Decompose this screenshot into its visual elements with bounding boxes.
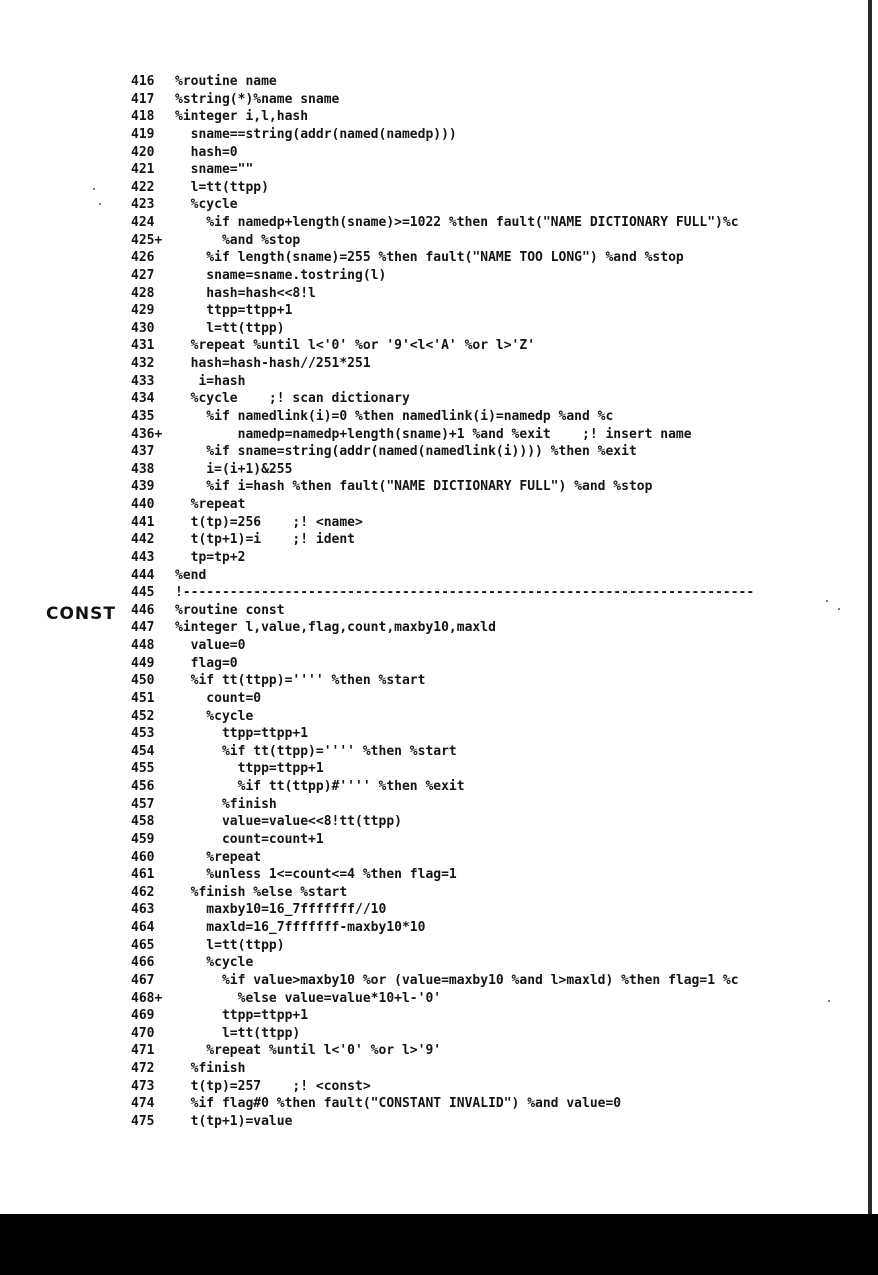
code-text: %if tt(ttpp)='''' %then %start xyxy=(175,743,457,759)
scan-speck xyxy=(93,188,95,190)
code-text: hash=hash-hash//251*251 xyxy=(175,356,371,371)
code-text: count=count+1 xyxy=(175,831,324,847)
code-text: l=tt(ttpp) xyxy=(175,1025,301,1041)
code-text: ttpp=ttpp+1 xyxy=(175,1008,309,1024)
line-number: 448 xyxy=(131,638,155,653)
code-line xyxy=(131,249,754,267)
code-listing xyxy=(131,73,754,1131)
code-line xyxy=(131,813,754,831)
line-number: 471 xyxy=(131,1043,155,1059)
code-line xyxy=(131,954,754,972)
line-number: 427 xyxy=(131,267,155,283)
code-text: %if flag#0 %then fault("CONSTANT INVALID") %and value=0 xyxy=(175,1096,622,1112)
line-number: 474 xyxy=(131,1096,155,1112)
code-line xyxy=(131,302,754,320)
code-line xyxy=(131,355,754,373)
code-line xyxy=(131,884,754,902)
line-number: 454 xyxy=(131,743,155,759)
code-text: value=value<<8!tt(ttpp) xyxy=(175,814,402,830)
code-text: %if length(sname)=255 %then fault("NAME TOO LONG") %and %stop xyxy=(175,250,684,266)
code-text: count=0 xyxy=(175,690,262,706)
code-line xyxy=(131,1007,754,1025)
code-line xyxy=(131,337,754,355)
line-number: 464 xyxy=(131,920,155,935)
line-number: 435 xyxy=(131,408,155,424)
code-line xyxy=(131,549,754,567)
line-number: 422 xyxy=(131,179,155,195)
code-line xyxy=(131,937,754,955)
code-line xyxy=(131,672,754,690)
code-line xyxy=(131,443,754,461)
code-text: %string(*)%name sname xyxy=(175,91,340,107)
code-line xyxy=(131,849,754,867)
code-text: sname=sname.tostring(l) xyxy=(175,267,387,283)
code-line xyxy=(131,320,754,338)
code-text: sname==string(addr(named(namedp))) xyxy=(175,126,457,142)
code-line xyxy=(131,690,754,708)
line-number: 423 xyxy=(131,197,155,213)
line-number: 453 xyxy=(131,726,155,742)
line-number: 463 xyxy=(131,902,155,918)
code-text: %finish xyxy=(175,796,277,812)
code-line xyxy=(131,796,754,814)
code-text: ttpp=ttpp+1 xyxy=(175,303,293,319)
scan-speck xyxy=(99,203,101,205)
line-number: 456 xyxy=(131,779,155,794)
code-text: t(tp+1)=i ;! ident xyxy=(175,532,356,548)
code-line xyxy=(131,1042,754,1060)
code-line xyxy=(131,179,754,197)
code-text: tp=tp+2 xyxy=(175,549,246,565)
code-line xyxy=(131,990,754,1008)
code-text: l=tt(ttpp) xyxy=(175,179,269,195)
line-number: 443 xyxy=(131,549,155,565)
code-line xyxy=(131,285,754,303)
line-number: 445 xyxy=(131,585,155,601)
line-number: 469 xyxy=(131,1008,155,1024)
line-number: 436+ xyxy=(131,426,163,442)
line-number: 428 xyxy=(131,285,155,301)
line-number: 425+ xyxy=(131,232,163,248)
code-line xyxy=(131,91,754,109)
code-text: i=(i+1)&255 xyxy=(175,461,293,477)
code-text: %finish %else %start xyxy=(175,884,348,900)
code-line xyxy=(131,1025,754,1043)
code-line xyxy=(131,655,754,673)
line-number: 462 xyxy=(131,884,155,900)
code-text: !------------------------------------------------------------------------- xyxy=(175,585,755,601)
code-text: %repeat xyxy=(175,849,262,865)
code-text: t(tp+1)=value xyxy=(175,1113,293,1129)
code-line xyxy=(131,778,754,796)
line-number: 468+ xyxy=(131,990,163,1006)
code-line xyxy=(131,972,754,990)
line-number: 437 xyxy=(131,444,155,460)
line-number: 475 xyxy=(131,1113,155,1129)
code-line xyxy=(131,919,754,937)
code-text: hash=0 xyxy=(175,144,238,160)
code-text: hash=hash<<8!l xyxy=(175,285,316,301)
line-number: 429 xyxy=(131,303,155,319)
code-line xyxy=(131,126,754,144)
code-line xyxy=(131,373,754,391)
line-number: 433 xyxy=(131,373,155,389)
line-number: 441 xyxy=(131,514,155,530)
line-number: 420 xyxy=(131,144,155,160)
code-text: maxld=16_7fffffff-maxby10*10 xyxy=(175,920,426,935)
code-text: flag=0 xyxy=(175,655,238,671)
code-text: %routine const xyxy=(175,602,285,618)
code-line xyxy=(131,73,754,91)
line-number: 465 xyxy=(131,937,155,953)
line-number: 434 xyxy=(131,391,155,407)
code-line xyxy=(131,196,754,214)
line-number: 449 xyxy=(131,655,155,671)
line-number: 459 xyxy=(131,831,155,847)
line-number: 446 xyxy=(131,602,155,618)
code-line xyxy=(131,214,754,232)
code-line xyxy=(131,831,754,849)
line-number: 439 xyxy=(131,479,155,495)
code-text: %repeat %until l<'0' %or '9'<l<'A' %or l>'Z' xyxy=(175,338,536,354)
line-number: 431 xyxy=(131,338,155,354)
code-text: ttpp=ttpp+1 xyxy=(175,761,324,777)
code-text: %cycle xyxy=(175,197,238,213)
line-number: 455 xyxy=(131,761,155,777)
code-line xyxy=(131,866,754,884)
code-text: %cycle xyxy=(175,708,254,724)
line-number: 430 xyxy=(131,320,155,336)
handwritten-margin-note: CONST xyxy=(46,604,116,624)
line-number: 467 xyxy=(131,972,155,988)
code-text: i=hash xyxy=(175,373,246,389)
line-number: 417 xyxy=(131,91,155,107)
code-line xyxy=(131,743,754,761)
code-line xyxy=(131,531,754,549)
code-text: %if sname=string(addr(named(namedlink(i)))) %then %exit xyxy=(175,444,637,460)
code-text: %integer l,value,flag,count,maxby10,maxld xyxy=(175,620,496,636)
code-text: maxby10=16_7fffffff//10 xyxy=(175,902,387,918)
code-text: %and %stop xyxy=(175,232,301,248)
code-line xyxy=(131,1078,754,1096)
code-text: %if namedlink(i)=0 %then namedlink(i)=namedp %and %c xyxy=(175,408,614,424)
code-line xyxy=(131,708,754,726)
code-text: %finish xyxy=(175,1061,246,1076)
line-number: 442 xyxy=(131,532,155,548)
line-number: 451 xyxy=(131,690,155,706)
code-line xyxy=(131,478,754,496)
code-line xyxy=(131,161,754,179)
code-line xyxy=(131,619,754,637)
code-line xyxy=(131,584,754,602)
code-text: %routine name xyxy=(175,74,277,89)
code-text: %cycle xyxy=(175,955,254,971)
line-number: 461 xyxy=(131,867,155,883)
code-text: %if tt(ttpp)='''' %then %start xyxy=(175,673,426,689)
line-number: 466 xyxy=(131,955,155,971)
code-text: %cycle ;! scan dictionary xyxy=(175,391,410,407)
code-line xyxy=(131,901,754,919)
code-text: sname="" xyxy=(175,162,254,178)
code-text: l=tt(ttpp) xyxy=(175,937,285,953)
code-line xyxy=(131,426,754,444)
scan-speck xyxy=(828,1000,830,1002)
code-line xyxy=(131,390,754,408)
line-number: 458 xyxy=(131,814,155,830)
line-number: 421 xyxy=(131,162,155,178)
code-line xyxy=(131,760,754,778)
code-text: %end xyxy=(175,567,207,583)
code-line xyxy=(131,144,754,162)
code-line xyxy=(131,1113,754,1131)
code-text: %integer i,l,hash xyxy=(175,109,309,125)
line-number: 444 xyxy=(131,567,155,583)
line-number: 473 xyxy=(131,1078,155,1094)
code-line xyxy=(131,602,754,620)
code-line xyxy=(131,496,754,514)
code-text: %repeat %until l<'0' %or l>'9' xyxy=(175,1043,442,1059)
code-text: %if namedp+length(sname)>=1022 %then fault("NAME DICTIONARY FULL")%c xyxy=(175,215,739,230)
code-text: %if tt(ttpp)#'''' %then %exit xyxy=(175,779,465,794)
line-number: 452 xyxy=(131,708,155,724)
line-number: 472 xyxy=(131,1061,155,1076)
code-line xyxy=(131,637,754,655)
code-text: ttpp=ttpp+1 xyxy=(175,726,309,742)
code-text: l=tt(ttpp) xyxy=(175,320,285,336)
scan-border xyxy=(0,1214,878,1275)
scan-speck xyxy=(838,608,840,610)
line-number: 426 xyxy=(131,250,155,266)
code-text: t(tp)=257 ;! <const> xyxy=(175,1078,371,1094)
line-number: 416 xyxy=(131,74,155,89)
line-number: 447 xyxy=(131,620,155,636)
code-line xyxy=(131,725,754,743)
code-line xyxy=(131,232,754,250)
line-number: 419 xyxy=(131,126,155,142)
code-line xyxy=(131,1095,754,1113)
code-text: t(tp)=256 ;! <name> xyxy=(175,514,363,530)
line-number: 424 xyxy=(131,215,155,230)
code-text: %if value>maxby10 %or (value=maxby10 %and l>maxld) %then flag=1 %c xyxy=(175,972,739,988)
code-line xyxy=(131,108,754,126)
line-number: 418 xyxy=(131,109,155,125)
code-line xyxy=(131,267,754,285)
line-number: 457 xyxy=(131,796,155,812)
code-text: %else value=value*10+l-'0' xyxy=(175,990,442,1006)
code-text: value=0 xyxy=(175,638,246,653)
line-number: 460 xyxy=(131,849,155,865)
code-text: %unless 1<=count<=4 %then flag=1 xyxy=(175,867,457,883)
line-number: 450 xyxy=(131,673,155,689)
code-line xyxy=(131,408,754,426)
code-text: namedp=namedp+length(sname)+1 %and %exit ;! insert name xyxy=(175,426,692,442)
line-number: 438 xyxy=(131,461,155,477)
line-number: 440 xyxy=(131,497,155,512)
line-number: 432 xyxy=(131,356,155,371)
code-line xyxy=(131,461,754,479)
code-text: %repeat xyxy=(175,497,246,512)
scan-speck xyxy=(826,600,828,602)
line-number: 470 xyxy=(131,1025,155,1041)
code-line xyxy=(131,514,754,532)
code-line xyxy=(131,1060,754,1078)
code-text: %if i=hash %then fault("NAME DICTIONARY FULL") %and %stop xyxy=(175,479,653,495)
code-line xyxy=(131,567,754,585)
